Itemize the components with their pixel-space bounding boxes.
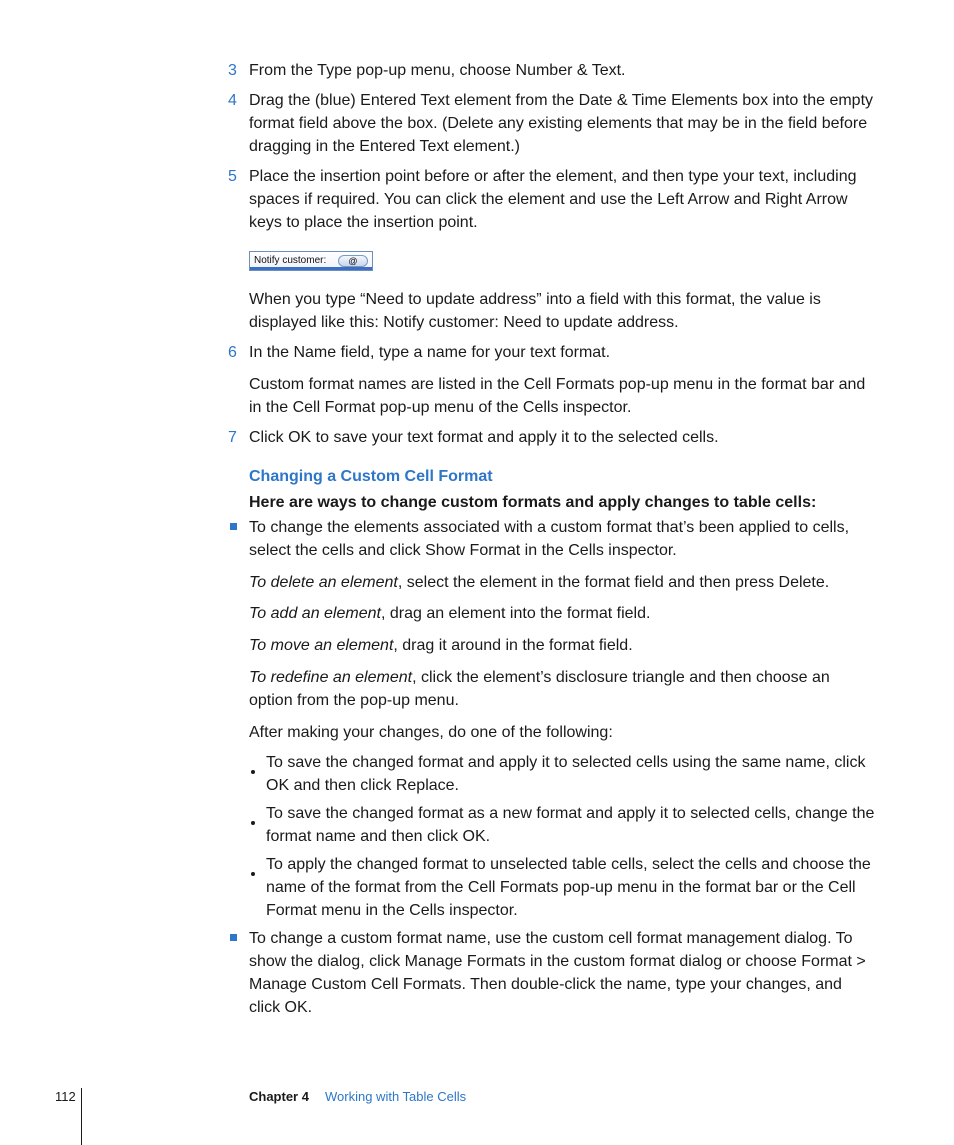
format-token: @ — [338, 255, 368, 267]
redefine-element-term: To redefine an element — [249, 669, 413, 686]
format-field-label: Notify customer: — [254, 255, 327, 266]
delete-element-desc: , select the element in the format field and then press Delete. — [397, 574, 830, 591]
step6-note: Custom format names are listed in the Cell Formats pop-up menu in the format bar and in the Cell Format pop-up menu of the Cells inspector. — [249, 376, 866, 416]
step5-note: When you type “Need to update address” into a field with this format, the value is displayed like this: Notify customer: Need to update address. — [249, 291, 821, 331]
move-element-paragraph — [249, 634, 874, 657]
add-element-term: To add an element — [249, 605, 381, 622]
sub-bullet-text: To save the changed format and apply it to selected cells using the same name, click OK and then click Replace. — [266, 754, 866, 794]
footer-divider — [81, 1088, 82, 1145]
step-number: 6 — [228, 344, 237, 361]
bullet-text: To change the elements associated with a custom format that’s been applied to cells, select the cells and click Show Format in the Cells inspector. — [249, 519, 850, 559]
step-number: 3 — [228, 62, 237, 79]
step-number: 5 — [228, 168, 237, 185]
bullet-text: To change a custom format name, use the custom cell format management dialog. To show the dialog, click Manage Formats in the custom format dialog or choose Format > Manage Custom Cell Formats. Then double-click the name, type your changes, and click OK. — [249, 930, 866, 1016]
page-number: 112 — [55, 1089, 76, 1104]
bullet-square-icon — [230, 523, 237, 530]
add-element-paragraph — [249, 602, 874, 625]
step-text: Click OK to save your text format and apply it to the selected cells. — [249, 429, 719, 446]
footer-chapter-title: Working with Table Cells — [325, 1089, 467, 1104]
delete-element-term: To delete an element — [249, 574, 398, 591]
redefine-element-desc: , click the element’s disclosure triangle and then choose an option from the pop-up menu. — [249, 669, 830, 709]
step-text: In the Name field, type a name for your text format. — [249, 344, 611, 361]
bullet-dot-icon — [251, 872, 255, 876]
move-element-desc: , drag it around in the format field. — [393, 637, 633, 654]
step-text: From the Type pop-up menu, choose Number & Text. — [249, 62, 626, 79]
step-text: Place the insertion point before or after the element, and then type your text, including spaces if required. You can click the element and use the Left Arrow and Right Arrow keys to place the insertion point. — [249, 168, 857, 231]
sub-bullet-text: To save the changed format as a new format and apply it to selected cells, change the format name and then click OK. — [266, 805, 875, 845]
step-text: Drag the (blue) Entered Text element from the Date & Time Elements box into the empty format field above the box. (Delete any existing elements that may be in the field before dragging in the Entered Text element.) — [249, 92, 874, 155]
step-number: 4 — [228, 92, 237, 109]
format-field-illustration — [249, 251, 373, 271]
section-heading: Changing a Custom Cell Format — [249, 468, 493, 485]
step-number: 7 — [228, 429, 237, 446]
add-element-desc: , drag an element into the format field. — [380, 605, 651, 622]
footer-chapter-label: Chapter 4 — [249, 1089, 309, 1104]
after-changes-paragraph: After making your changes, do one of the following: — [249, 724, 613, 741]
delete-element-paragraph — [249, 571, 874, 594]
redefine-element-paragraph — [249, 666, 874, 712]
bullet-square-icon — [230, 934, 237, 941]
move-element-term: To move an element — [249, 637, 394, 654]
bullet-dot-icon — [251, 821, 255, 825]
bullet-dot-icon — [251, 770, 255, 774]
section-intro: Here are ways to change custom formats and apply changes to table cells: — [249, 494, 817, 511]
sub-bullet-text: To apply the changed format to unselected table cells, select the cells and choose the name of the format from the Cell Formats pop-up menu in the format bar or the Cell Format menu in the Cells inspector. — [266, 856, 871, 919]
